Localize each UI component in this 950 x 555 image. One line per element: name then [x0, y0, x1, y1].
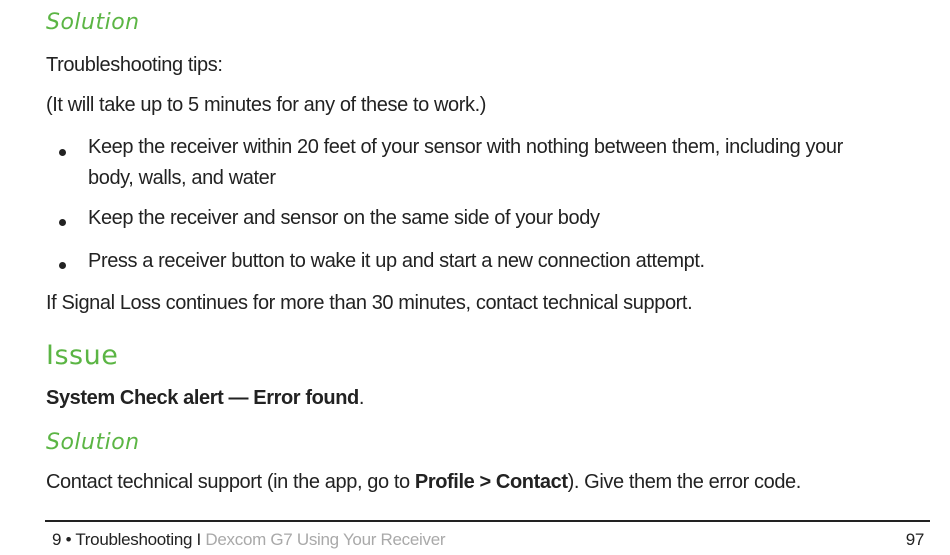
bullet-icon — [59, 219, 66, 226]
solution-2-text-post: ). Give them the error code. — [567, 471, 801, 493]
solution-heading-1: Solution — [46, 10, 140, 35]
troubleshooting-intro: Troubleshooting tips: — [46, 54, 223, 76]
tip-3-text: Press a receiver button to wake it up and start a new connection attempt. — [88, 250, 705, 272]
solution-2-text — [46, 471, 801, 494]
bullet-icon — [59, 262, 66, 269]
footer-chapter-title: 9 • Troubleshooting I — [52, 530, 206, 549]
issue-text — [46, 387, 364, 410]
tip-1-line-2: body, walls, and water — [88, 167, 276, 189]
bullet-icon — [59, 149, 66, 156]
solution-2-text-pre: Contact technical support (in the app, go to — [46, 471, 415, 493]
footer-divider — [45, 520, 930, 522]
profile-contact-path: Profile > Contact — [414, 471, 568, 493]
solution-heading-2: Solution — [46, 430, 140, 455]
signal-loss-closing: If Signal Loss continues for more than 30 minutes, contact technical support. — [46, 292, 693, 314]
tip-2-text: Keep the receiver and sensor on the same side of your body — [88, 207, 600, 229]
footer-guide-title: Dexcom G7 Using Your Receiver — [205, 530, 446, 549]
issue-text-end: . — [358, 387, 365, 409]
tip-1-line-1: Keep the receiver within 20 feet of your sensor with nothing between them, including your — [88, 136, 843, 158]
page-number: 97 — [905, 530, 924, 549]
issue-heading: Issue — [46, 340, 119, 371]
footer-chapter — [52, 530, 445, 550]
troubleshooting-note: (It will take up to 5 minutes for any of these to work.) — [46, 94, 487, 116]
issue-text-bold: System Check alert — Error found — [46, 387, 359, 409]
